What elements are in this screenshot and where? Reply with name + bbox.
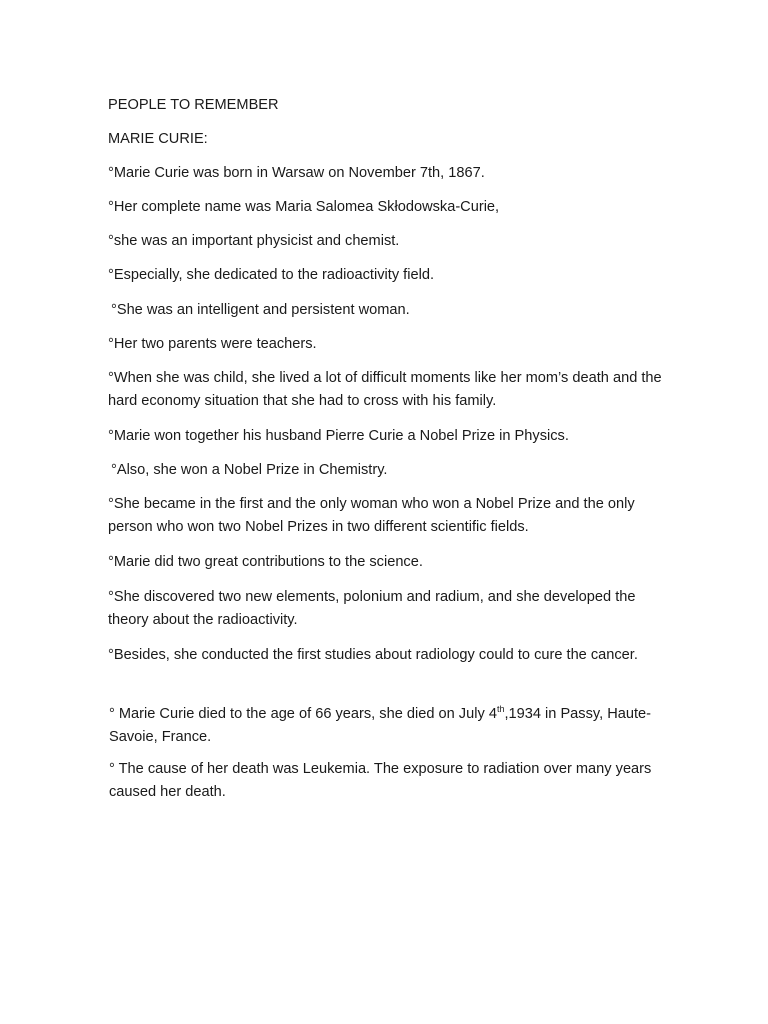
paragraph-chemistry-prize: °Also, she won a Nobel Prize in Chemistry. xyxy=(111,462,388,478)
paragraph-first-woman: °She became in the first and the only woman who won a Nobel Prize and the only person who won two Nobel Prizes in two different scientific fields. xyxy=(108,496,635,535)
paragraph-field: °Especially, she dedicated to the radioactivity field. xyxy=(108,267,434,283)
paragraph-parents: °Her two parents were teachers. xyxy=(108,336,317,352)
paragraph-physics-prize: °Marie won together his husband Pierre Curie a Nobel Prize in Physics. xyxy=(108,428,569,444)
paragraph-birth: °Marie Curie was born in Warsaw on November 7th, 1867. xyxy=(108,165,485,181)
paragraph-childhood: °When she was child, she lived a lot of difficult moments like her mom’s death and the hard economy situation that she had to cross with his family. xyxy=(108,370,662,409)
death-text-after: ,1934 in Passy, Haute-Savoie, France. xyxy=(109,706,652,745)
page-title: PEOPLE TO REMEMBER xyxy=(108,97,279,113)
death-text-before: ° Marie Curie died to the age of 66 years, she died on July 4 xyxy=(109,706,497,722)
paragraph-discoveries: °She discovered two new elements, polonium and radium, and she developed the theory about the radioactivity. xyxy=(108,589,636,628)
death-text-superscript: th xyxy=(496,704,505,715)
paragraph-profession: °she was an important physicist and chemist. xyxy=(108,233,400,249)
paragraph-contributions: °Marie did two great contributions to the science. xyxy=(108,554,423,570)
paragraph-radiology: °Besides, she conducted the first studies about radiology could to cure the cancer. xyxy=(108,647,638,663)
paragraph-cause-of-death: ° The cause of her death was Leukemia. The exposure to radiation over many years caused her death. xyxy=(109,761,652,800)
paragraph-death xyxy=(109,703,669,749)
paragraph-full-name: °Her complete name was Maria Salomea Skłodowska-Curie, xyxy=(108,199,500,215)
paragraph-character: °She was an intelligent and persistent woman. xyxy=(111,302,410,318)
section-heading: MARIE CURIE: xyxy=(108,131,208,147)
